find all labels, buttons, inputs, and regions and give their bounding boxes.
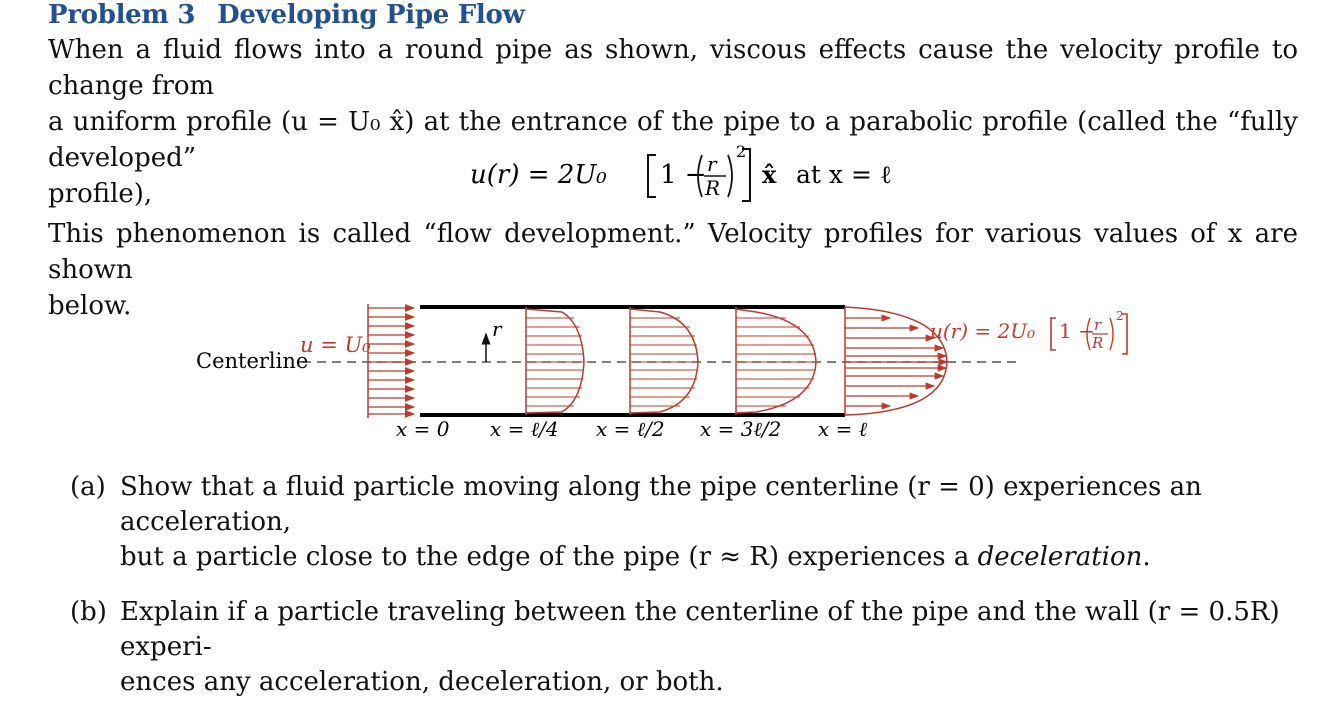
inlet-profile: [368, 304, 414, 418]
equation-lhs: u(r) = 2U₀: [470, 160, 607, 190]
question-a-label: (a): [70, 472, 106, 502]
outlet-velocity-label: [930, 309, 1127, 354]
inlet-velocity-label: u = U₀: [300, 333, 371, 357]
problem-heading: [48, 0, 525, 30]
deceleration-emphasis: deceleration: [977, 542, 1143, 572]
pipe-flow-figure: [190, 292, 1190, 442]
intro-line-3: profile),: [48, 179, 153, 209]
problem-title: Developing Pipe Flow: [217, 0, 525, 30]
question-a-line-2: but a particle close to the edge of the pipe (r ≈ R) experiences a deceleration.: [120, 542, 1151, 572]
equation-r: r: [707, 152, 717, 176]
question-b: [70, 595, 1300, 700]
profile-quarter: [526, 307, 584, 415]
equation-unit-vector: x̂: [762, 160, 777, 189]
profile-half: [630, 307, 698, 415]
outlet-power: 2: [1116, 309, 1124, 323]
equation-one-minus: 1 −: [660, 160, 707, 190]
development-line-1: This phenomenon is called “flow development.” Velocity profiles for various values of x are shown: [48, 219, 1298, 285]
intro-line-1: When a fluid flows into a round pipe as shown, viscous effects cause the velocity profile to change from: [48, 35, 1298, 101]
station-label-0: x = 0: [396, 417, 450, 441]
r-axis-label: r: [492, 317, 502, 341]
station-label-quarter: x = ℓ/4: [490, 417, 559, 441]
fully-developed-equation: [470, 135, 900, 215]
question-list: [70, 470, 1300, 720]
question-a: [70, 470, 1300, 575]
equation-power: 2: [736, 142, 747, 161]
station-label-l: x = ℓ: [818, 417, 868, 441]
profile-three-halves: [736, 307, 816, 415]
station-label-half: x = ℓ/2: [596, 417, 665, 441]
equation-condition: at x = ℓ: [796, 160, 892, 189]
question-b-line-1: Explain if a particle traveling between the centerline of the pipe and the wall (r = 0.5R) experi-: [120, 597, 1280, 662]
outlet-r: r: [1094, 316, 1102, 334]
question-b-label: (b): [70, 597, 107, 627]
outlet-one-minus: 1 −: [1059, 319, 1095, 343]
outlet-lhs: u(r) = 2U₀: [930, 319, 1036, 343]
outlet-R: R: [1092, 334, 1104, 352]
station-label-three-halves: x = 3ℓ/2: [700, 417, 782, 441]
question-a-line-1: Show that a fluid particle moving along the pipe centerline (r = 0) experiences an acceleration,: [120, 472, 1202, 537]
problem-number: Problem 3: [48, 0, 196, 30]
inlet-arrows: [368, 308, 414, 414]
question-b-line-2: ences any acceleration, deceleration, or both.: [120, 667, 724, 697]
centerline-label: Centerline: [196, 349, 309, 373]
development-line-2: below.: [48, 291, 132, 321]
intro-line-2: a uniform profile (u = U₀ x̂) at the entrance of the pipe to a parabolic profile (called the “fully developed”: [48, 107, 1298, 173]
equation-R: R: [705, 176, 721, 200]
